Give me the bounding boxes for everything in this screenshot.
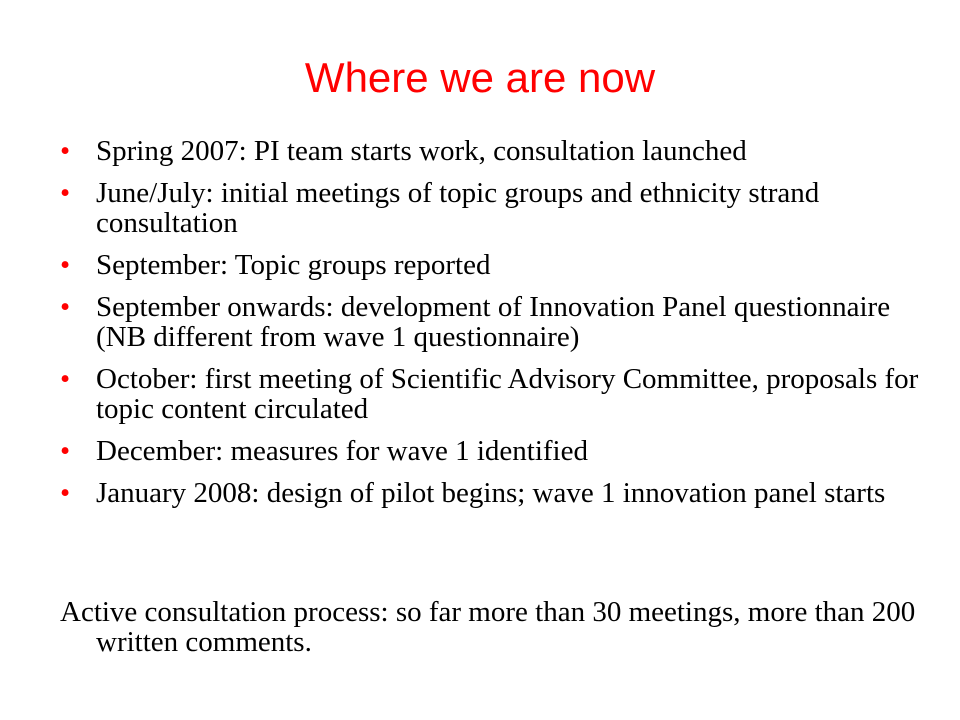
bullet-text: Spring 2007: PI team starts work, consultation launched: [96, 135, 747, 167]
bullet-item: [60, 292, 920, 352]
bullet-item: [60, 364, 920, 424]
bullet-text: January 2008: design of pilot begins; wave 1 innovation panel starts: [96, 477, 886, 509]
bullet-dot-icon: •: [60, 177, 71, 209]
bullet-item: [60, 478, 920, 508]
closing-statement: Active consultation process: so far more than 30 meetings, more than 200 written comments.: [60, 596, 916, 658]
bullet-dot-icon: •: [60, 249, 71, 281]
bullet-dot-icon: •: [60, 477, 71, 509]
bullet-dot-icon: •: [60, 435, 71, 467]
bullet-list: [60, 136, 920, 520]
bullet-text: September onwards: development of Innovation Panel questionnaire (NB different from wave 1 questionnaire): [96, 291, 891, 353]
bullet-text: June/July: initial meetings of topic groups and ethnicity strand consultation: [96, 177, 820, 239]
bullet-dot-icon: •: [60, 291, 71, 323]
bullet-dot-icon: •: [60, 363, 71, 395]
bullet-item: [60, 178, 920, 238]
bullet-dot-icon: •: [60, 135, 71, 167]
bullet-text: December: measures for wave 1 identified: [96, 435, 588, 467]
bullet-text: September: Topic groups reported: [96, 249, 491, 281]
slide-title: Where we are now: [304, 54, 656, 101]
bullet-text: October: first meeting of Scientific Advisory Committee, proposals for topic content circulated: [96, 363, 919, 425]
bullet-item: [60, 136, 920, 166]
bullet-item: [60, 250, 920, 280]
bullet-item: [60, 436, 920, 466]
